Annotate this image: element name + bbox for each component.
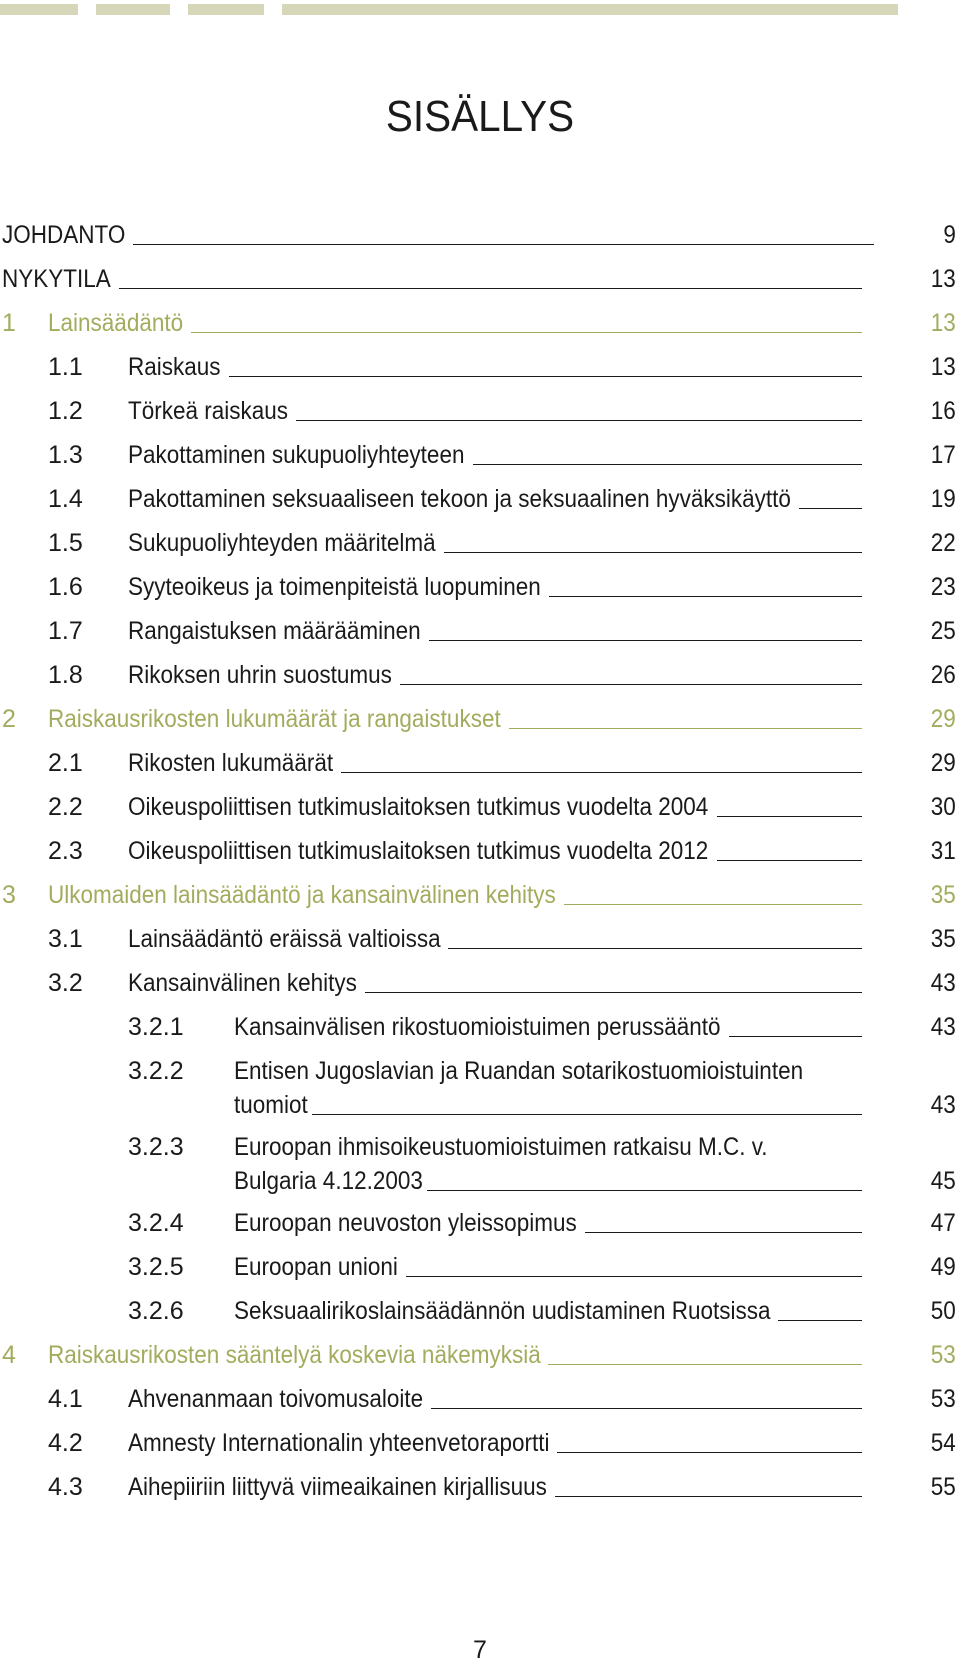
toc-entry-number: 4.3 xyxy=(48,1473,83,1501)
toc-entry-page: 9 xyxy=(943,221,956,249)
toc-entry-title: Oikeuspoliittisen tutkimuslaitoksen tutkimus vuodelta 2012 xyxy=(128,837,709,865)
toc-entry-page: 13 xyxy=(930,265,956,293)
toc-entry-title: Oikeuspoliittisen tutkimuslaitoksen tutkimus vuodelta 2004 xyxy=(128,793,709,821)
toc-entry[interactable] xyxy=(0,1130,960,1198)
toc-entry-page: 43 xyxy=(930,969,956,997)
toc-entry-number: 1.3 xyxy=(48,441,83,469)
toc-entry-number: 4.1 xyxy=(48,1385,83,1413)
toc-entry-page: 55 xyxy=(930,1473,956,1501)
toc-entry-title: Euroopan neuvoston yleissopimus xyxy=(234,1209,577,1237)
toc-leader-line xyxy=(448,948,862,949)
toc-entry-page: 47 xyxy=(930,1209,956,1237)
toc-entry[interactable] xyxy=(0,262,960,296)
toc-entry[interactable] xyxy=(0,1250,960,1284)
toc-leader-line xyxy=(509,728,862,729)
toc-entry[interactable] xyxy=(0,1010,960,1044)
toc-entry-title: Entisen Jugoslavian ja Ruandan sotarikostuomioistuinten xyxy=(234,1057,804,1085)
toc-entry[interactable] xyxy=(0,1338,960,1372)
toc-entry-number: 1.4 xyxy=(48,485,83,513)
toc-entry-page: 43 xyxy=(930,1013,956,1041)
toc-entry-title: Rangaistuksen määrääminen xyxy=(128,617,421,645)
toc-entry-title: Törkeä raiskaus xyxy=(128,397,289,425)
toc-entry-title: Pakottaminen sukupuoliyhteyteen xyxy=(128,441,465,469)
toc-entry-title: Euroopan unioni xyxy=(234,1253,398,1281)
toc-entry-page: 49 xyxy=(930,1253,956,1281)
toc-entry[interactable] xyxy=(0,570,960,604)
toc-entry[interactable] xyxy=(0,790,960,824)
toc-entry[interactable] xyxy=(0,306,960,340)
toc-entry-title: Rikoksen uhrin suostumus xyxy=(128,661,392,689)
toc-entry-title-continued: Bulgaria 4.12.2003 xyxy=(234,1167,423,1195)
toc-entry-page: 23 xyxy=(930,573,956,601)
toc-entry[interactable] xyxy=(0,702,960,736)
toc-leader-line xyxy=(717,860,863,861)
toc-entry-page: 35 xyxy=(930,925,956,953)
toc-entry-page: 53 xyxy=(930,1341,956,1369)
toc-entry[interactable] xyxy=(0,1206,960,1240)
toc-entry-title: Euroopan ihmisoikeustuomioistuimen ratkaisu M.C. v. xyxy=(234,1133,768,1161)
toc-entry-number: 2.2 xyxy=(48,793,83,821)
toc-leader-line xyxy=(548,1364,862,1365)
toc-entry-title: Lainsäädäntö eräissä valtioissa xyxy=(128,925,441,953)
toc-entry-number: 1.6 xyxy=(48,573,83,601)
toc-entry[interactable] xyxy=(0,614,960,648)
toc-entry[interactable] xyxy=(0,482,960,516)
toc-leader-line xyxy=(717,816,863,817)
toc-entry-title: NYKYTILA xyxy=(2,265,111,293)
toc-leader-line xyxy=(119,288,862,289)
toc-entry[interactable] xyxy=(0,746,960,780)
toc-entry-number: 3.2.2 xyxy=(128,1057,184,1085)
toc-entry-number: 2.1 xyxy=(48,749,83,777)
toc-leader-line xyxy=(557,1452,862,1453)
toc-entry[interactable] xyxy=(0,658,960,692)
toc-entry-page: 22 xyxy=(930,529,956,557)
toc-leader-line xyxy=(585,1232,862,1233)
toc-entry-page: 19 xyxy=(930,485,956,513)
toc-leader-line xyxy=(555,1496,863,1497)
toc-entry-number: 3.2.1 xyxy=(128,1013,184,1041)
toc-entry-number: 1 xyxy=(2,309,16,337)
toc-leader-line xyxy=(312,1114,862,1115)
toc-entry[interactable] xyxy=(0,922,960,956)
toc-entry-title: Seksuaalirikoslainsäädännön uudistaminen Ruotsissa xyxy=(234,1297,771,1325)
toc-entry-title: JOHDANTO xyxy=(2,221,126,249)
toc-entry-number: 1.8 xyxy=(48,661,83,689)
toc-entry[interactable] xyxy=(0,966,960,1000)
toc-leader-line xyxy=(229,376,862,377)
toc-leader-line xyxy=(473,464,862,465)
toc-leader-line xyxy=(341,772,862,773)
toc-entry-number: 3 xyxy=(2,881,16,909)
toc-entry-page: 35 xyxy=(930,881,956,909)
toc-entry-page: 50 xyxy=(930,1297,956,1325)
toc-leader-line xyxy=(427,1190,862,1191)
toc-entry-title: Raiskaus xyxy=(128,353,221,381)
toc-entry[interactable] xyxy=(0,1426,960,1460)
toc-entry-title: Aihepiiriin liittyvä viimeaikainen kirjallisuus xyxy=(128,1473,547,1501)
toc-entry-title: Ahvenanmaan toivomusaloite xyxy=(128,1385,424,1413)
toc-entry-page: 26 xyxy=(930,661,956,689)
toc-entry-number: 2.3 xyxy=(48,837,83,865)
toc-leader-line xyxy=(549,596,862,597)
toc-entry-number: 1.7 xyxy=(48,617,83,645)
toc-leader-line xyxy=(133,244,874,245)
toc-leader-line xyxy=(564,904,862,905)
toc-entry-page: 45 xyxy=(930,1167,956,1195)
toc-entry-title: Kansainvälinen kehitys xyxy=(128,969,357,997)
toc-leader-line xyxy=(431,1408,862,1409)
toc-leader-line xyxy=(400,684,862,685)
toc-entry-number: 3.2.3 xyxy=(128,1133,184,1161)
toc-entry-number: 3.2.5 xyxy=(128,1253,184,1281)
toc-leader-line xyxy=(799,508,862,509)
toc-leader-line xyxy=(365,992,862,993)
toc-entry-number: 3.2.4 xyxy=(128,1209,184,1237)
toc-entry-title: Syyteoikeus ja toimenpiteistä luopuminen xyxy=(128,573,541,601)
toc-entry-page: 13 xyxy=(930,353,956,381)
toc-entry-number: 1.1 xyxy=(48,353,83,381)
toc-entry-page: 54 xyxy=(930,1429,956,1457)
toc-entry-number: 3.2 xyxy=(48,969,83,997)
toc-leader-line xyxy=(729,1036,862,1037)
toc-entry[interactable] xyxy=(0,1382,960,1416)
toc-entry[interactable] xyxy=(0,878,960,912)
toc-entry[interactable] xyxy=(0,438,960,472)
toc-leader-line xyxy=(778,1320,862,1321)
toc-entry-title: Pakottaminen seksuaaliseen tekoon ja seksuaalinen hyväksikäyttö xyxy=(128,485,791,513)
toc-entry-page: 13 xyxy=(930,309,956,337)
toc-entry-title-continued: tuomiot xyxy=(234,1091,308,1119)
page-number: 7 xyxy=(473,1636,487,1664)
toc-entry-title: Amnesty Internationalin yhteenvetoraportti xyxy=(128,1429,550,1457)
toc-entry-number: 4 xyxy=(2,1341,16,1369)
toc-entry[interactable] xyxy=(0,1054,960,1122)
toc-entry-number: 4.2 xyxy=(48,1429,83,1457)
toc-leader-line xyxy=(406,1276,862,1277)
toc-entry-number: 1.5 xyxy=(48,529,83,557)
toc-entry-number: 3.1 xyxy=(48,925,83,953)
toc-entry[interactable] xyxy=(0,834,960,868)
toc-entry-title: Lainsäädäntö xyxy=(48,309,184,337)
toc-entry[interactable] xyxy=(0,1470,960,1504)
toc-entry-title: Raiskausrikosten sääntelyä koskevia näkemyksiä xyxy=(48,1341,541,1369)
toc-entry[interactable] xyxy=(0,350,960,384)
toc-entry-number: 2 xyxy=(2,705,16,733)
toc-entry-page: 31 xyxy=(930,837,956,865)
toc-entry[interactable] xyxy=(0,526,960,560)
toc-leader-line xyxy=(444,552,862,553)
toc-entry-title: Ulkomaiden lainsäädäntö ja kansainvälinen kehitys xyxy=(48,881,556,909)
toc-entry-page: 30 xyxy=(930,793,956,821)
toc-entry-number: 1.2 xyxy=(48,397,83,425)
toc-entry-title: Raiskausrikosten lukumäärät ja rangaistukset xyxy=(48,705,501,733)
toc-entry-number: 3.2.6 xyxy=(128,1297,184,1325)
toc-entry-page: 53 xyxy=(930,1385,956,1413)
toc-entry-title: Rikosten lukumäärät xyxy=(128,749,334,777)
toc-entry-page: 25 xyxy=(930,617,956,645)
toc-leader-line xyxy=(296,420,862,421)
toc-entry[interactable] xyxy=(0,394,960,428)
toc-entry[interactable] xyxy=(0,1294,960,1328)
toc-entry-title: Kansainvälisen rikostuomioistuimen perussääntö xyxy=(234,1013,721,1041)
toc-leader-line xyxy=(191,332,862,333)
toc-entry-page: 16 xyxy=(930,397,956,425)
toc-entry-page: 29 xyxy=(930,749,956,777)
toc-entry-title: Sukupuoliyhteyden määritelmä xyxy=(128,529,436,557)
toc-entry-page: 29 xyxy=(930,705,956,733)
toc-entry-page: 43 xyxy=(930,1091,956,1119)
toc-entry[interactable] xyxy=(0,218,960,252)
toc-entry-page: 17 xyxy=(930,441,956,469)
toc-leader-line xyxy=(429,640,863,641)
page-title: SISÄLLYS xyxy=(385,92,575,141)
